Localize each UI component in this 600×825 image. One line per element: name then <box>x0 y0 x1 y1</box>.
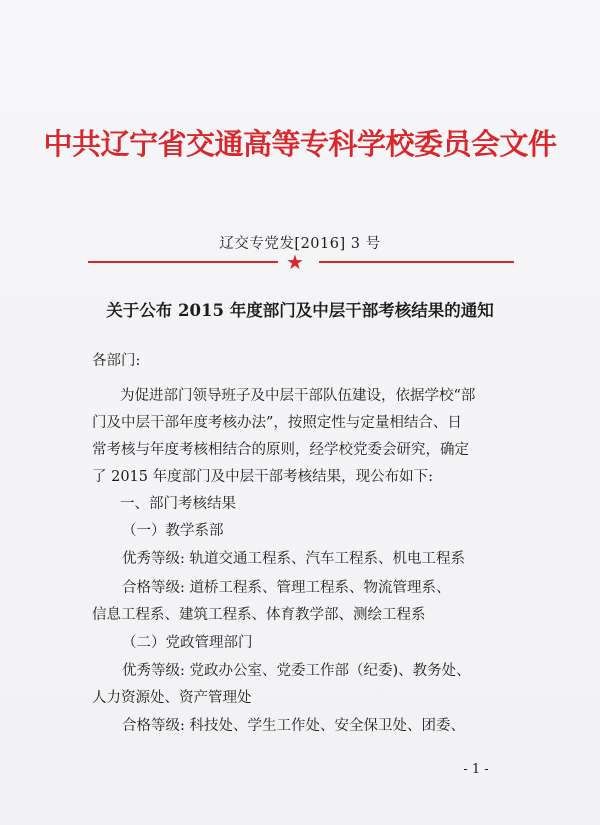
teaching-excellent-line: 优秀等级: 轨道交通工程系、汽车工程系、机电工程系 <box>122 551 465 567</box>
intro-line-2: 门及中层干部年度考核办法”，按照定性与定量相结合、日 <box>92 415 462 431</box>
intro-line-3: 常考核与年度考核相结合的原则，经学校党委会研究，确定 <box>92 442 469 458</box>
intro-line-1: 为促进部门领导班子及中层干部队伍建设，依据学校“部 <box>120 388 476 404</box>
document-header-title: 中共辽宁省交通高等专科学校委员会文件 <box>43 127 557 161</box>
page-number: - 1 - <box>463 762 489 777</box>
document-number: 辽交专党发[2016] 3 号 <box>219 236 381 252</box>
admin-qualified-line-1: 合格等级: 科技处、学生工作处、安全保卫处、团委、 <box>122 718 465 734</box>
section-heading: 一、部门考核结果 <box>120 496 236 512</box>
star-icon: ★ <box>286 250 304 274</box>
intro-line-4: 了 2015 年度部门及中层干部考核结果，现公布如下: <box>92 469 434 485</box>
subsection-heading-teaching: （一）教学系部 <box>122 523 224 539</box>
admin-excellent-line-1: 优秀等级: 党政办公室、党委工作部（纪委)、教务处、 <box>122 663 471 679</box>
admin-excellent-line-2: 人力资源处、资产管理处 <box>92 690 252 706</box>
teaching-qualified-line-1: 合格等级: 道桥工程系、管理工程系、物流管理系、 <box>122 580 451 596</box>
teaching-qualified-line-2: 信息工程系、建筑工程系、体育教学部、测绘工程系 <box>92 607 426 623</box>
divider-line-left <box>88 261 278 263</box>
notice-title: 关于公布 2015 年度部门及中层干部考核结果的通知 <box>106 301 494 320</box>
salutation: 各部门: <box>92 353 141 369</box>
divider-line-right <box>319 261 514 263</box>
header-divider <box>88 252 514 272</box>
subsection-heading-admin: （二）党政管理部门 <box>122 635 253 651</box>
